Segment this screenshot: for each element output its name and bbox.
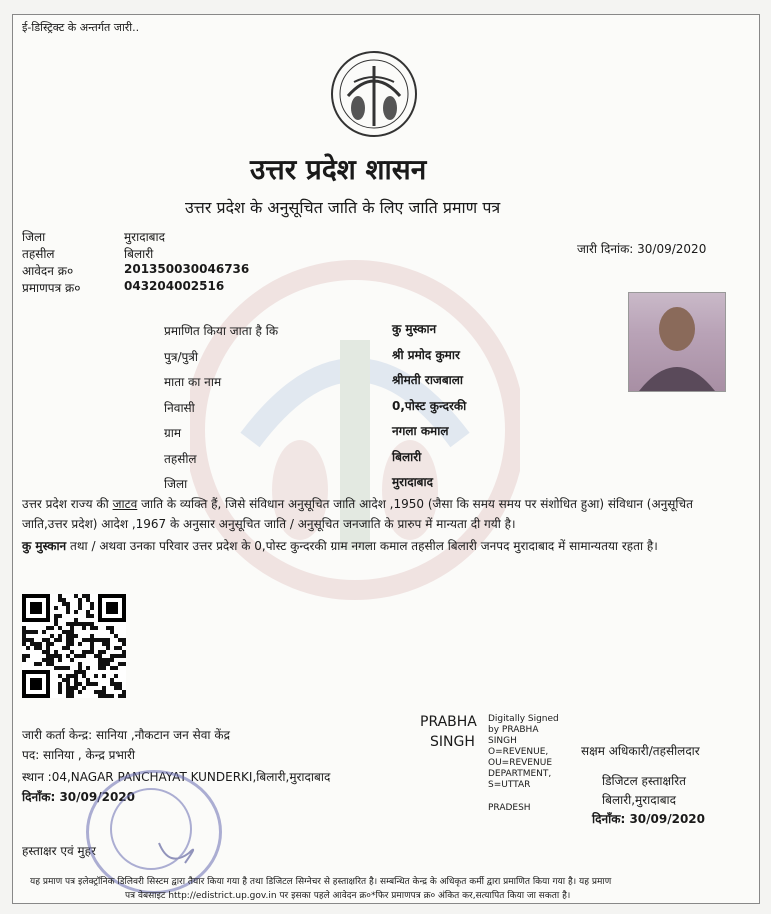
issue-date: जारी दिनांक: 30/09/2020 — [577, 242, 707, 256]
detail-value-0: कु मुस्कान — [392, 322, 437, 336]
issuer-center: जारी कर्ता केन्द्र: सानिया ,नौकटान जन सेवा केंद्र — [22, 728, 230, 742]
detail-label-4: ग्राम — [164, 426, 182, 440]
dsc-detail-6: S=UTTAR — [488, 780, 531, 790]
meta-label-certificate: प्रमाणपत्र क्र० — [22, 281, 81, 295]
detail-value-3: 0,पोस्ट कुन्दरकी — [392, 399, 467, 413]
issuer-place: स्थान :04,NAGAR PANCHAYAT KUNDERKI,बिलारी,मुरादाबाद — [22, 770, 331, 784]
dsc-detail-4: OU=REVENUE — [488, 758, 553, 768]
meta-value-certificate: 043204002516 — [124, 279, 225, 293]
detail-value-6: मुरादाबाद — [392, 475, 434, 489]
para1-post: जाति के व्यक्ति हैं, जिसे संविधान अनुसूचित जाति आदेश ,1950 (जैसा कि समय समय पर संशोधित हुआ) संविधान (अनुसूचित जाति,उत्तर प्रदेश) आदेश ,1967 के अनुसार अनुसूचित जाति / अनुसूचित जनजाति के प्रारुप में मान्यता दी गयी है। — [22, 497, 693, 531]
caste-paragraph — [22, 494, 737, 534]
issuer-date: दिनाँक: 30/09/2020 — [22, 790, 136, 804]
issuer-post: पद: सानिया , केन्द्र प्रभारी — [22, 748, 136, 762]
detail-value-1: श्री प्रमोद कुमार — [392, 348, 460, 362]
meta-label-application: आवेदन क्र० — [22, 264, 74, 278]
residence-paragraph — [22, 536, 737, 556]
footer-line1: यह प्रमाण पत्र इलेक्ट्रॉनिक डिलिवरी सिस्टम द्वारा तैयार किया गया है तथा डिजिटल सिग्नेचर से हस्ताक्षरित है। सम्बन्धित केन्द्र के अधिकृत कर्मी द्वारा प्रमाणित किया गया है। यह प्रमाण — [30, 877, 612, 887]
meta-value-application: 201350030046736 — [124, 262, 250, 276]
detail-label-1: पुत्र/पुत्री — [164, 350, 199, 364]
footer-line2: पत्र वेबसाइट http://edistrict.up.gov.in पर इसका पहले आवेदन क्र०*फिर प्रमाणपत्र क्र० अंकित कर,सत्यापित किया जा सकता है। — [125, 891, 571, 901]
detail-label-2: माता का नाम — [164, 375, 222, 389]
dsc-name-line1: PRABHA — [420, 714, 477, 730]
caste-name: जाटव — [112, 497, 138, 511]
authority-date: दिनाँक: 30/09/2020 — [592, 812, 706, 826]
detail-label-0: प्रमाणित किया जाता है कि — [164, 324, 279, 338]
page-title: उत्तर प्रदेश शासन — [250, 153, 427, 186]
detail-value-4: नगला कमाल — [392, 424, 449, 438]
header-note: ई-डिस्ट्रिक्ट के अन्तर्गत जारी.. — [22, 21, 140, 34]
dsc-detail-1: by PRABHA — [488, 725, 539, 735]
issuer-sign-label: हस्ताक्षर एवं मुहर — [22, 844, 96, 858]
meta-value-district: मुरादाबाद — [124, 230, 166, 244]
up-emblem — [328, 46, 420, 146]
qr-code — [22, 594, 126, 698]
para2-post: तथा / अथवा उनका परिवार उत्तर प्रदेश के 0,पोस्ट कुन्दरकी ग्राम नगला कमाल तहसील बिलारी जनपद मुरादाबाद में सामान्यतया रहता है। — [66, 539, 658, 553]
detail-value-5: बिलारी — [392, 450, 422, 464]
dsc-detail-3: O=REVENUE, — [488, 747, 549, 757]
detail-label-6: जिला — [164, 477, 188, 491]
dsc-detail-0: Digitally Signed — [488, 714, 559, 724]
para1-pre: उत्तर प्रदेश राज्य की — [22, 497, 113, 511]
dsc-detail-2: SINGH — [488, 736, 517, 746]
meta-label-tehsil: तहसील — [22, 247, 55, 261]
detail-value-2: श्रीमती राजबाला — [392, 373, 464, 387]
meta-value-tehsil: बिलारी — [124, 247, 154, 261]
page-subtitle: उत्तर प्रदेश के अनुसूचित जाति के लिए जाति प्रमाण पत्र — [185, 198, 501, 217]
dsc-name-line2: SINGH — [430, 734, 475, 750]
para2-name: कु मुस्कान — [22, 539, 67, 553]
authority-place: बिलारी,मुरादाबाद — [602, 793, 677, 807]
dsc-detail-7: PRADESH — [488, 803, 531, 813]
meta-label-district: जिला — [22, 230, 46, 244]
authority-signed: डिजिटल हस्ताक्षरित — [602, 774, 686, 788]
detail-label-5: तहसील — [164, 452, 197, 466]
authority-title: सक्षम अधिकारी/तहसीलदार — [581, 744, 700, 758]
dsc-detail-5: DEPARTMENT, — [488, 769, 552, 779]
detail-label-3: निवासी — [164, 401, 195, 415]
applicant-photo — [628, 292, 726, 392]
